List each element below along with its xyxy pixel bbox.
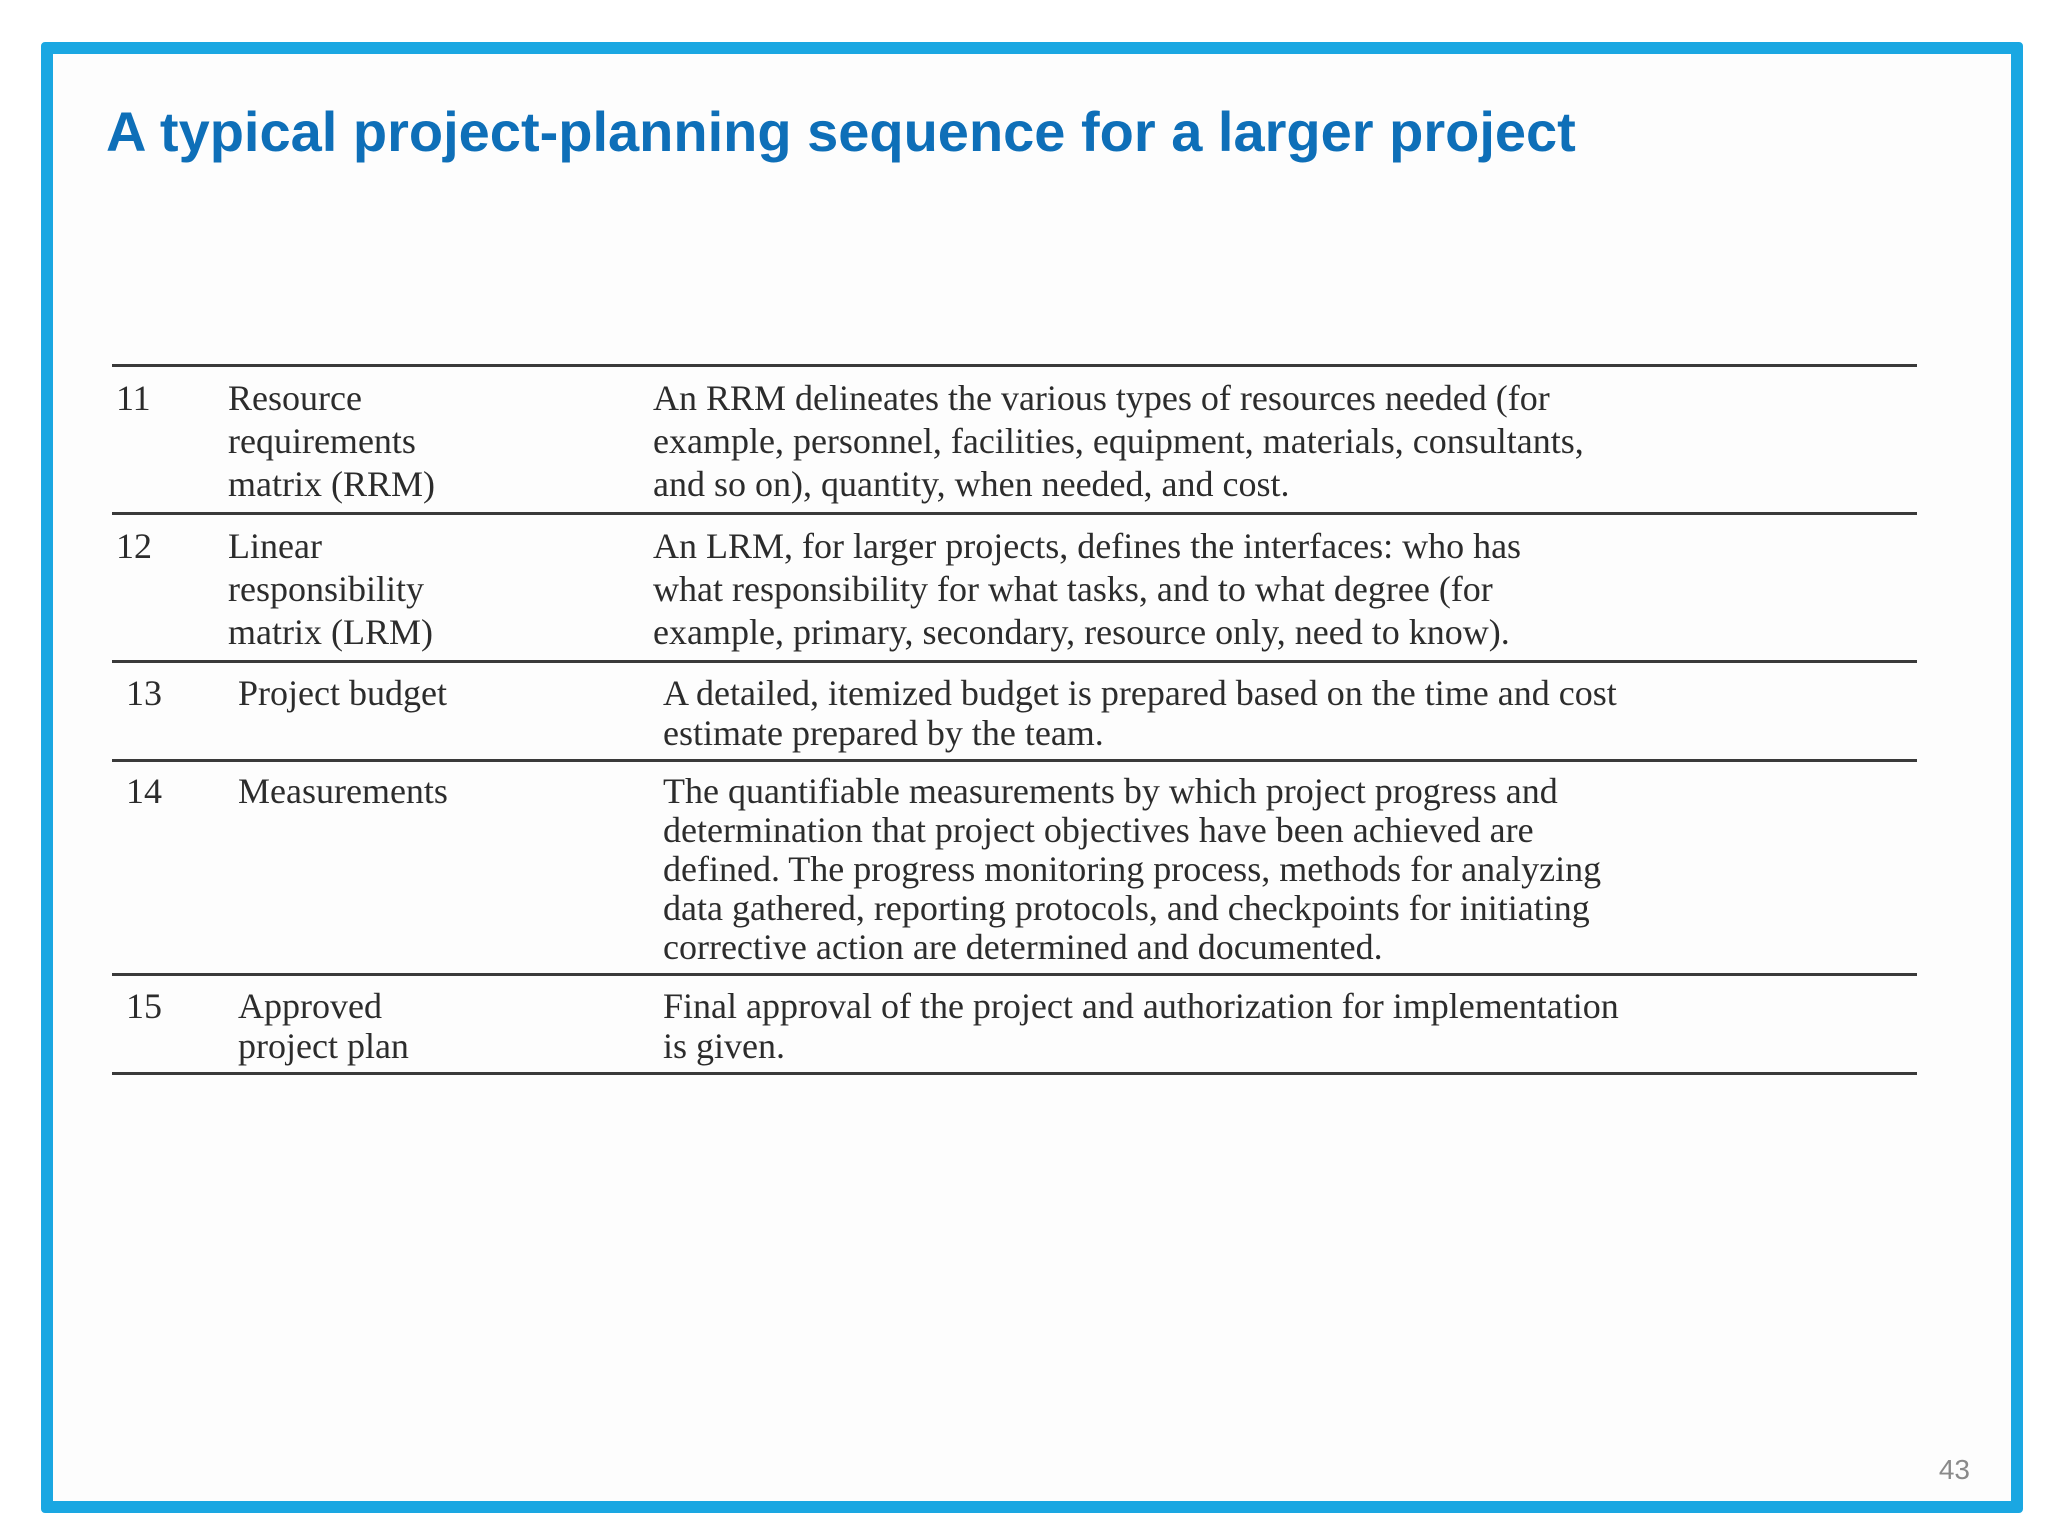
step-name-line: matrix (RRM)	[228, 464, 435, 504]
step-description-line: example, personnel, facilities, equipment, materials, consultants,	[653, 421, 1584, 461]
table-row	[112, 367, 1917, 512]
step-description-line: example, primary, secondary, resource only, need to know).	[653, 612, 1510, 652]
step-number: 14	[126, 771, 162, 811]
step-name	[238, 673, 663, 713]
step-description-line: estimate prepared by the team.	[663, 713, 1104, 753]
step-description-line: data gathered, reporting protocols, and checkpoints for initiating	[663, 888, 1590, 928]
step-description-line: corrective action are determined and documented.	[663, 927, 1383, 967]
step-name-line: Project budget	[238, 673, 447, 713]
step-description-line: is given.	[663, 1026, 785, 1066]
table-row	[112, 762, 1917, 973]
step-name-line: Linear	[228, 526, 322, 566]
step-description-line: what responsibility for what tasks, and to what degree (for	[653, 569, 1493, 609]
step-description-line: A detailed, itemized budget is prepared based on the time and cost	[663, 673, 1617, 713]
step-name-line: Resource	[228, 378, 362, 418]
table-rule	[112, 1072, 1917, 1075]
slide-title: A typical project-planning sequence for a larger project	[106, 100, 1576, 163]
step-name-line: Approved	[238, 986, 382, 1026]
step-description	[663, 673, 1917, 753]
step-description-line: The quantifiable measurements by which project progress and	[663, 771, 1558, 811]
step-description-line: An RRM delineates the various types of resources needed (for	[653, 378, 1550, 418]
step-description	[653, 377, 1917, 506]
planning-sequence-table	[112, 364, 1917, 1075]
table-row	[112, 663, 1917, 759]
step-number: 15	[126, 986, 162, 1026]
step-description-line: and so on), quantity, when needed, and cost.	[653, 464, 1290, 504]
step-description	[653, 525, 1917, 654]
table-row	[112, 515, 1917, 660]
step-name-line: Measurements	[238, 771, 448, 811]
step-description-line: defined. The progress monitoring process, methods for analyzing	[663, 849, 1602, 889]
step-name	[238, 772, 663, 811]
step-name-line: responsibility	[228, 569, 424, 609]
step-description-line: An LRM, for larger projects, defines the interfaces: who has	[653, 526, 1522, 566]
step-name-line: requirements	[228, 421, 416, 461]
step-number: 11	[116, 378, 151, 418]
step-name-line: matrix (LRM)	[228, 612, 433, 652]
step-number: 12	[116, 526, 152, 566]
step-name	[228, 377, 653, 506]
page-number: 43	[1938, 1454, 1970, 1485]
step-name-line: project plan	[238, 1026, 409, 1066]
step-description-line: Final approval of the project and authorization for implementation	[663, 986, 1619, 1026]
step-description-line: determination that project objectives have been achieved are	[663, 810, 1534, 850]
step-name	[238, 986, 663, 1066]
step-number: 13	[126, 673, 162, 713]
table-row	[112, 976, 1917, 1072]
step-description	[663, 772, 1917, 967]
step-name	[228, 525, 653, 654]
step-description	[663, 986, 1917, 1066]
